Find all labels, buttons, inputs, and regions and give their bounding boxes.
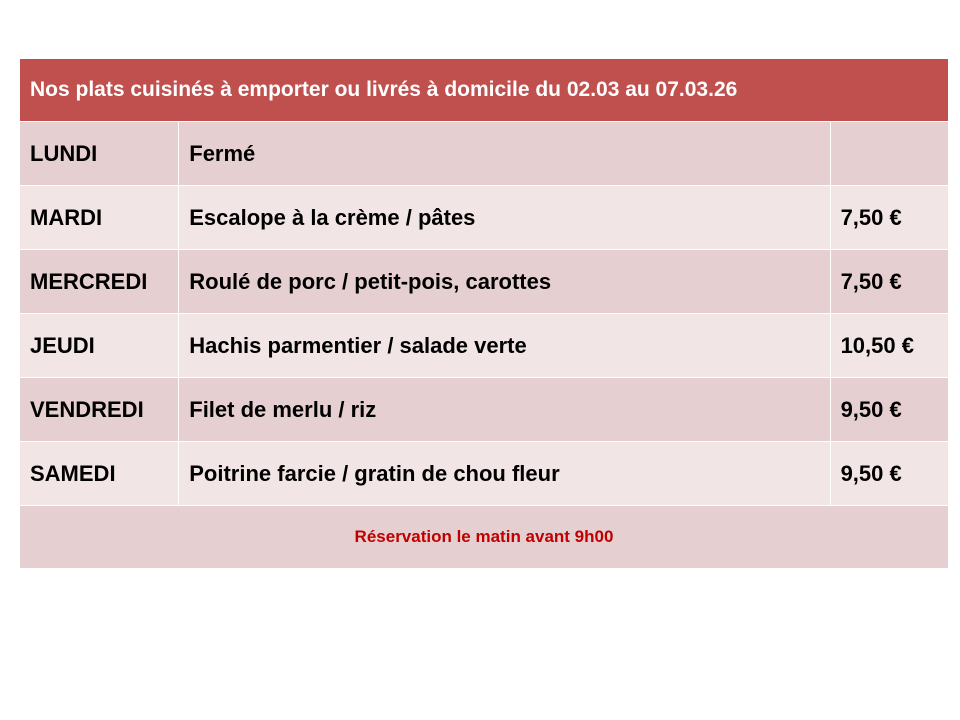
- reservation-note: Réservation le matin avant 9h00: [20, 506, 949, 569]
- menu-row-lundi: [20, 122, 949, 186]
- price-cell: 10,50 €: [830, 314, 948, 378]
- menu-table: [19, 58, 949, 569]
- price-cell: 9,50 €: [830, 442, 948, 506]
- menu-row-vendredi: [20, 378, 949, 442]
- price-cell: 7,50 €: [830, 186, 948, 250]
- dish-cell: Hachis parmentier / salade verte: [179, 314, 830, 378]
- day-cell: VENDREDI: [20, 378, 179, 442]
- menu-title: Nos plats cuisinés à emporter ou livrés à domicile du 02.03 au 07.03.26: [20, 59, 949, 122]
- dish-cell: Roulé de porc / petit-pois, carottes: [179, 250, 830, 314]
- menu-row-jeudi: [20, 314, 949, 378]
- price-cell: 7,50 €: [830, 250, 948, 314]
- menu-row-mardi: [20, 186, 949, 250]
- menu-row-mercredi: [20, 250, 949, 314]
- day-cell: SAMEDI: [20, 442, 179, 506]
- day-cell: MARDI: [20, 186, 179, 250]
- day-cell: MERCREDI: [20, 250, 179, 314]
- dish-cell: Filet de merlu / riz: [179, 378, 830, 442]
- dish-cell: Fermé: [179, 122, 830, 186]
- price-cell: [830, 122, 948, 186]
- dish-cell: Poitrine farcie / gratin de chou fleur: [179, 442, 830, 506]
- menu-row-samedi: [20, 442, 949, 506]
- dish-cell: Escalope à la crème / pâtes: [179, 186, 830, 250]
- menu-header-row: [20, 59, 949, 122]
- day-cell: LUNDI: [20, 122, 179, 186]
- reservation-row: [20, 506, 949, 569]
- price-cell: 9,50 €: [830, 378, 948, 442]
- day-cell: JEUDI: [20, 314, 179, 378]
